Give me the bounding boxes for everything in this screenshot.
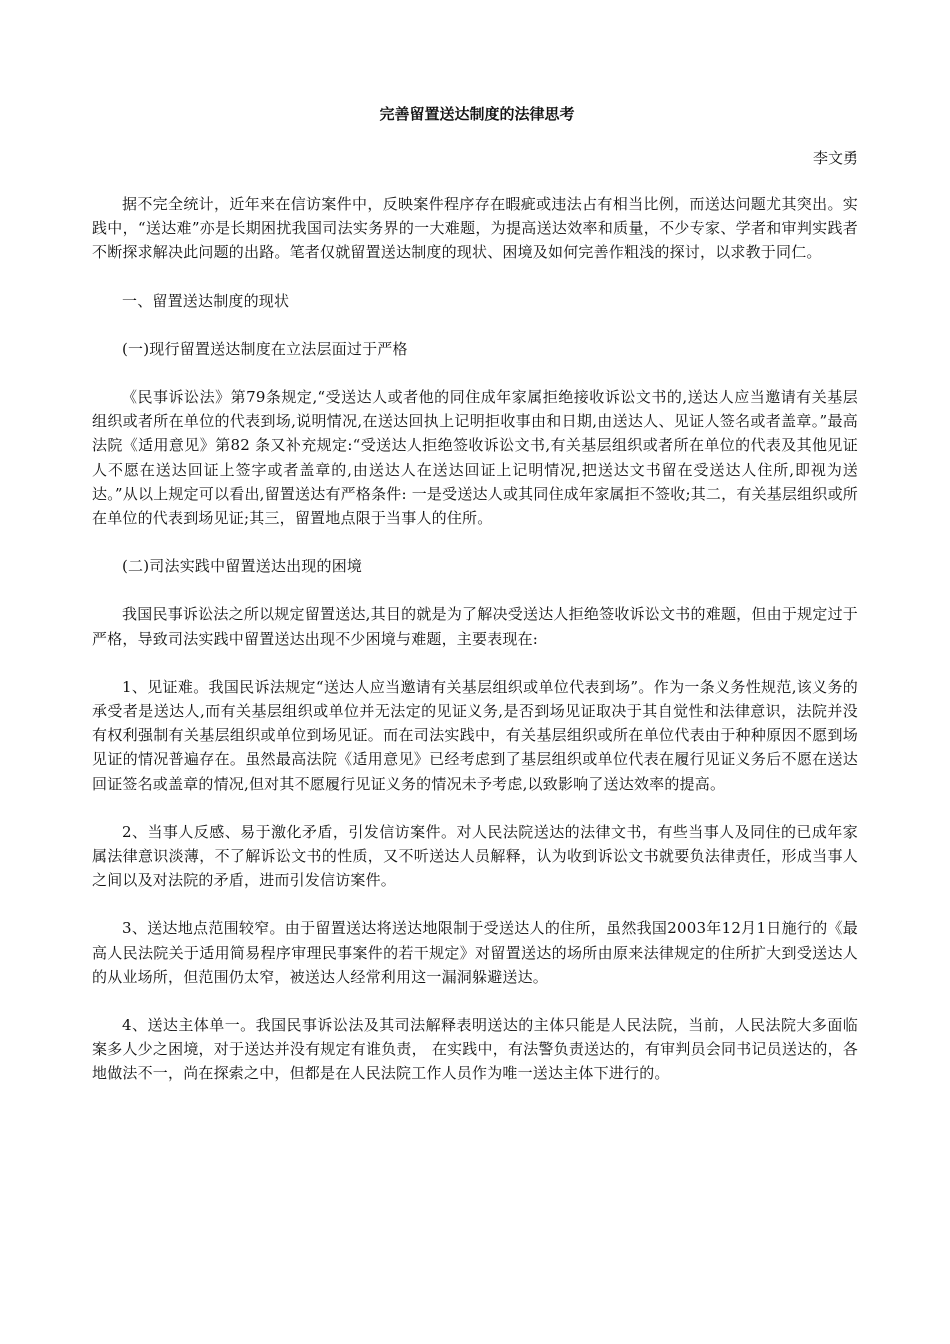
paragraph-point-4: 4、送达主体单一。我国民事诉讼法及其司法解释表明送达的主体只能是人民法院，当前，人民法院大多面临案多人少之困境，对于送达并没有规定有谁负责， 在实践中，有法警负责送达的，有审判员会同书记员送达的，各地做法不一，尚在探索之中，但都是在人民法院工作人员作为唯一送达主体下进行的。 xyxy=(92,1016,858,1083)
subsection-heading-2: (二)司法实践中留置送达出现的困境 xyxy=(122,557,363,576)
paragraph-difficulties-intro: 我国民事诉讼法之所以规定留置送达,其目的就是为了解决受送达人拒绝签收诉讼文书的难题，但由于规定过于严格，导致司法实践中留置送达出现不少困境与难题，主要表现在: xyxy=(92,605,858,648)
document-page xyxy=(92,104,858,1086)
paragraph-legal-provisions: 《民事诉讼法》第79条规定,“受送达人或者他的同住成年家属拒绝接收诉讼文书的,送达人应当邀请有关基层组织或者所在单位的代表到场,说明情况,在送达回执上记明拒收事由和日期,由送达人、见证人签名或者盖章。”最高法院《适用意见》第82 条又补充规定:“受送达人拒绝签收诉讼文书,有关基层组织或者所在单位的代表及其他见证人不愿在送达回证上签字或者盖章的,由送达人在送达回证上记明情况,把送达文书留在受送达人住所,即视为送达。”从以上规定可以看出,留置送达有严格条件: 一是受送达人或其同住成年家属拒不签收;其二，有关基层组织或所在单位的代表到场见证;其三，留置地点限于当事人的住所。 xyxy=(92,388,858,528)
paragraph-point-1: 1、见证难。我国民诉法规定“送达人应当邀请有关基层组织或单位代表到场”。作为一条义务性规范,该义务的承受者是送达人,而有关基层组织或单位并无法定的见证义务,是否到场见证取决于其自觉性和法律意识，法院并没有权利强制有关基层组织或单位到场见证。而在司法实践中，有关基层组织或所在单位代表由于种种原因不愿到场见证的情况普遍存在。虽然最高法院《适用意见》已经考虑到了基层组织或单位代表在履行见证义务后不愿在送达回证签名或盖章的情况,但对其不愿履行见证义务的情况未予考虑,以致影响了送达效率的提高。 xyxy=(92,677,858,793)
subsection-heading-1: (一)现行留置送达制度在立法层面过于严格 xyxy=(122,339,408,358)
paragraph-intro: 据不完全统计，近年来在信访案件中，反映案件程序存在暇疵或违法占有相当比例，而送达问题尤其突出。实践中，“送达难”亦是长期困扰我国司法实务界的一大难题，为提高送达效率和质量，不少专家、学者和审判实践者不断探求解决此问题的出路。笔者仅就留置送达制度的现状、困境及如何完善作粗浅的探讨，以求教于同仁。 xyxy=(92,195,858,262)
paragraph-point-2: 2、当事人反感、易于激化矛盾，引发信访案件。对人民法院送达的法律文书，有些当事人及同住的已成年家属法律意识淡薄，不了解诉讼文书的性质，又不听送达人员解释，认为收到诉讼文书就要负法律责任，形成当事人之间以及对法院的矛盾，进而引发信访案件。 xyxy=(92,822,858,890)
document-title: 完善留置送达制度的法律思考 xyxy=(379,105,575,123)
document-author: 李文勇 xyxy=(812,149,858,167)
paragraph-point-3: 3、送达地点范围较窄。由于留置送达将送达地限制于受送达人的住所，虽然我国2003年12月1日施行的《最高人民法院关于适用简易程序审理民事案件的若干规定》对留置送达的场所由原来法律规定的住所扩大到受送达人的从业场所，但范围仍太窄，被送达人经常利用这一漏洞躲避送达。 xyxy=(92,919,858,986)
section-heading-1: 一、留置送达制度的现状 xyxy=(122,291,290,310)
